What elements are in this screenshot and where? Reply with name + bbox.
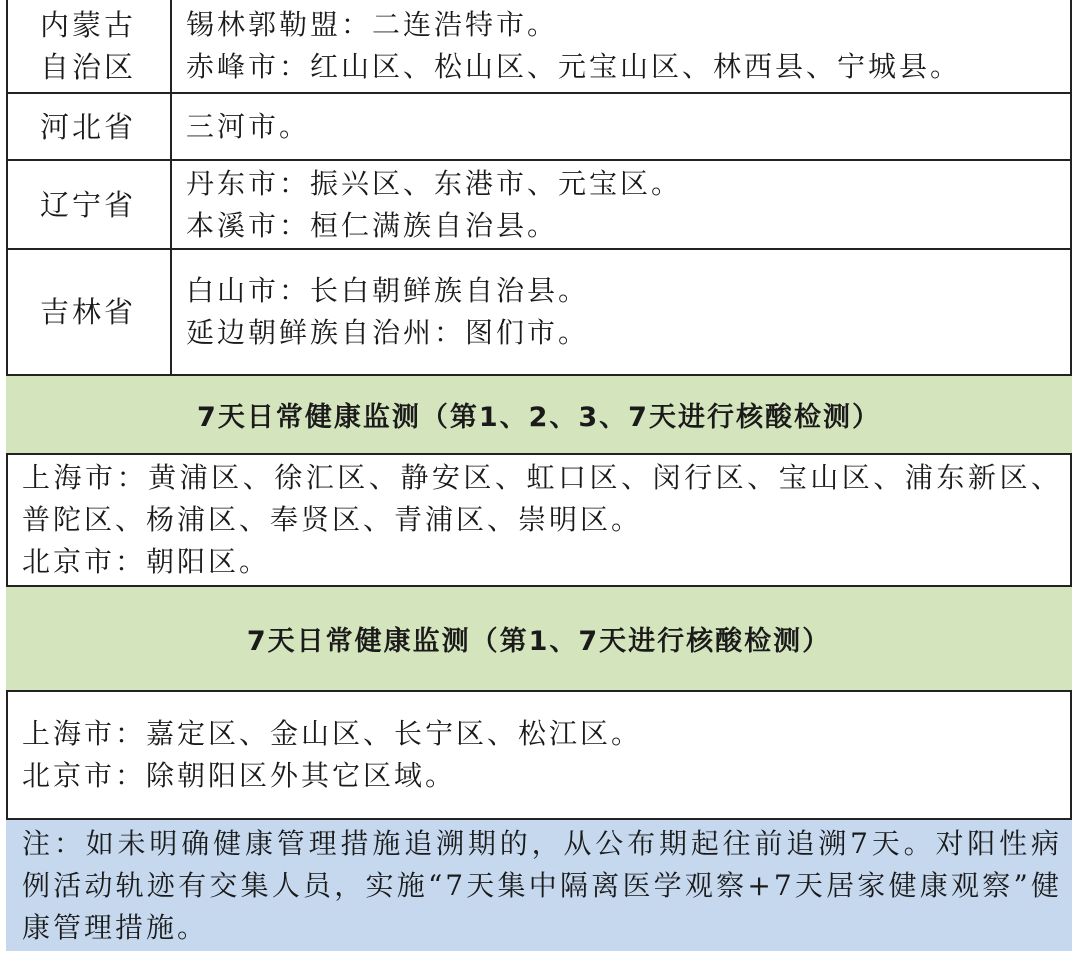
section-header <box>6 587 1072 692</box>
region-list: 上海市：嘉定区、金山区、长宁区、松江区。 <box>22 717 643 750</box>
area-cell <box>186 0 1062 92</box>
area-cell <box>186 94 1062 159</box>
province-name: 河北省 <box>40 109 137 144</box>
section-header-text: 7天日常健康监测（第1、2、3、7天进行核酸检测） <box>197 402 881 433</box>
region-list: 北京市：朝阳区。 <box>22 545 271 578</box>
area-line: 锡林郭勒盟：二连浩特市。 <box>186 8 559 41</box>
area-line: 赤峰市：红山区、松山区、元宝山区、林西县、宁城县。 <box>186 50 962 83</box>
province-name: 内蒙古自治区 <box>40 8 137 84</box>
region-list: 上海市：黄浦区、徐汇区、静安区、虹口区、闵行区、宝山区、浦东新区、普陀区、杨浦区、奉贤区、青浦区、崇明区。 <box>22 461 1062 536</box>
area-line: 三河市。 <box>186 109 311 143</box>
section-header-text: 7天日常健康监测（第1、7天进行核酸检测） <box>246 626 832 657</box>
province-name: 辽宁省 <box>40 187 137 222</box>
table-row <box>6 250 1072 376</box>
section-header <box>6 376 1072 455</box>
province-cell <box>6 94 172 159</box>
area-cell <box>186 161 1062 248</box>
note-box <box>6 820 1072 951</box>
province-cell <box>6 0 172 92</box>
table-row <box>6 161 1072 250</box>
region-list: 北京市：除朝阳区外其它区域。 <box>22 759 457 792</box>
section-content <box>6 455 1072 587</box>
province-name: 吉林省 <box>40 295 137 329</box>
note-text: 注：如未明确健康管理措施追溯期的，从公布期起往前追溯7天。对阳性病例活动轨迹有交集人员，实施“7天集中隔离医学观察+7天居家健康观察”健康管理措施。 <box>22 826 1062 944</box>
province-cell <box>6 250 172 374</box>
province-cell <box>6 161 172 248</box>
area-line: 白山市：长白朝鲜族自治县。 <box>186 274 590 307</box>
section-content <box>6 692 1072 820</box>
area-line: 丹东市：振兴区、东港市、元宝区。 <box>186 166 683 200</box>
area-line: 本溪市：桓仁满族自治县。 <box>186 208 559 242</box>
table-row <box>6 0 1072 94</box>
area-line: 延边朝鲜族自治州：图们市。 <box>186 316 590 349</box>
area-cell <box>186 250 1062 374</box>
table-row <box>6 94 1072 161</box>
